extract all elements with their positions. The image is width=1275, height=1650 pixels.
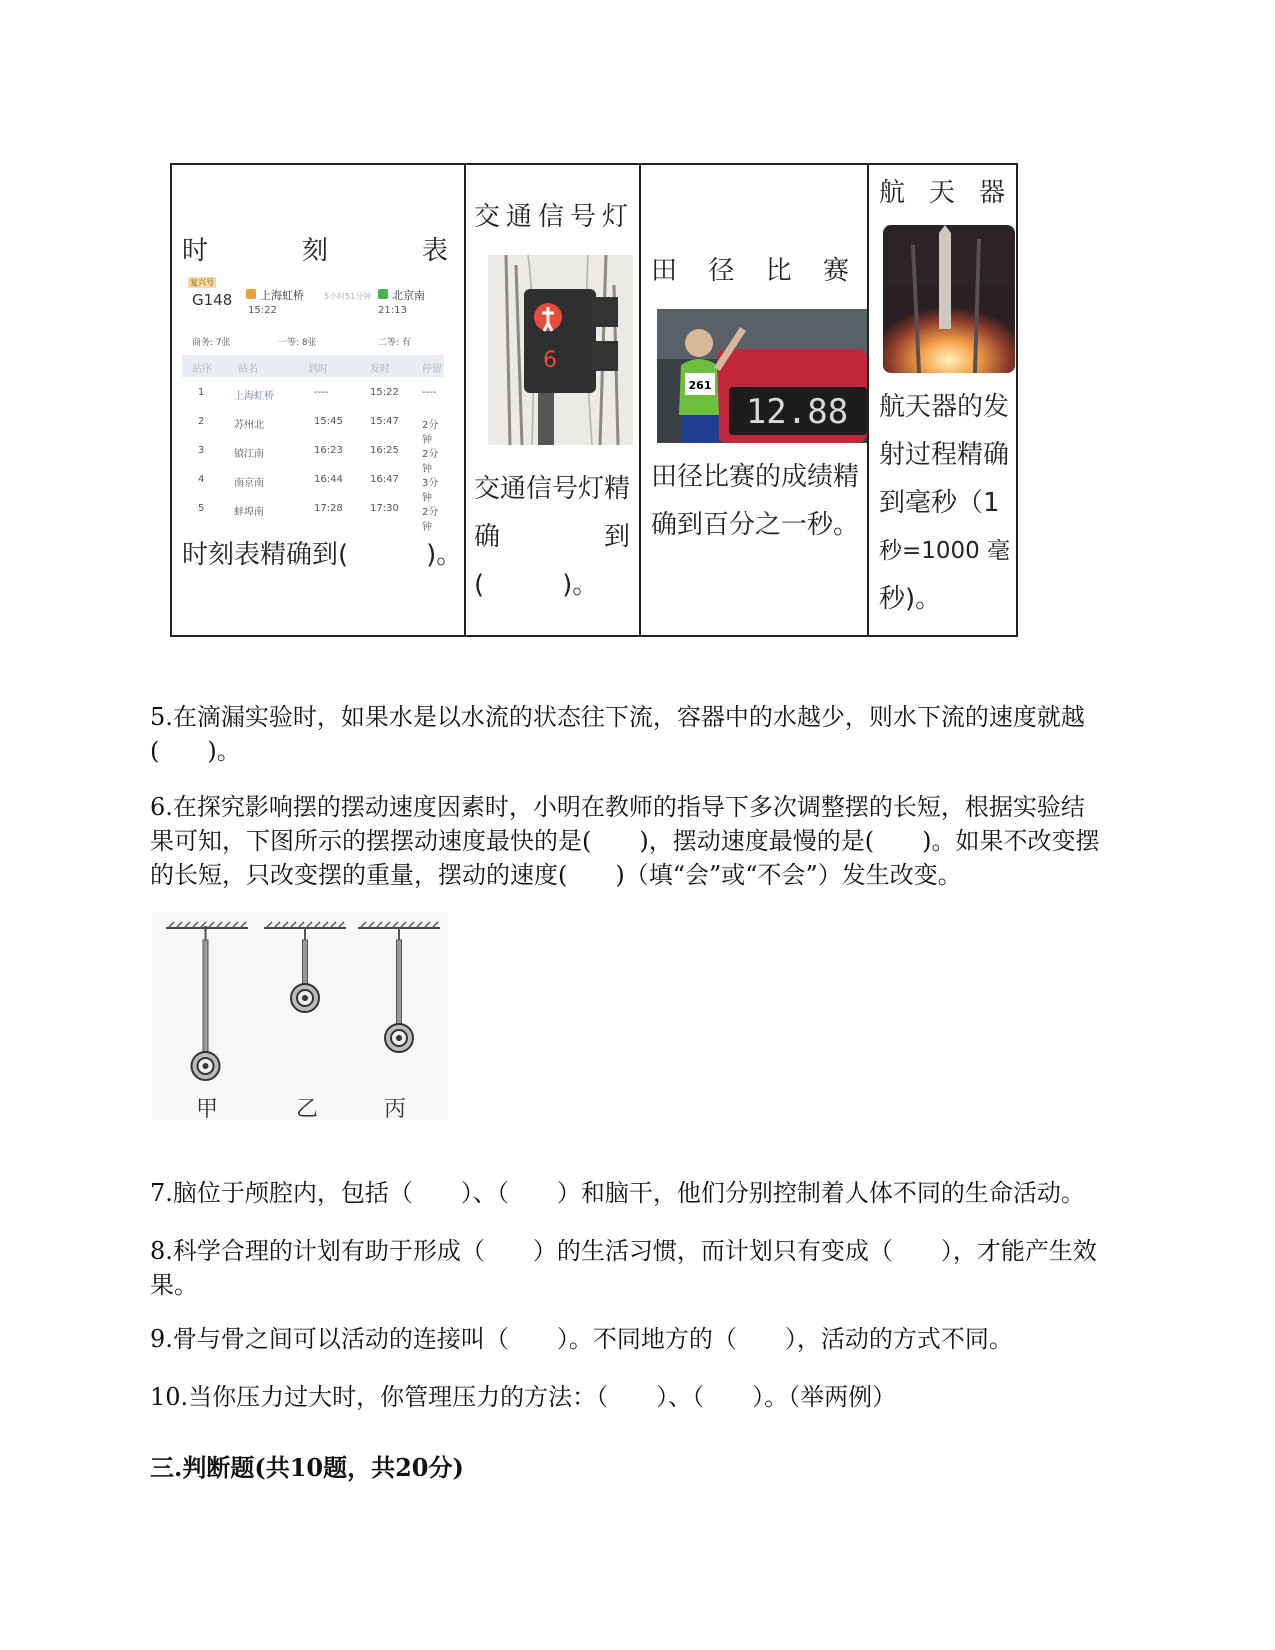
- traffic-light-caption-line3: ( )。: [474, 570, 599, 600]
- track-race-heading: 田 径 比 赛: [651, 256, 849, 286]
- question-10: 10.当你压力过大时，你管理压力的方法：（ ）、（ ）。（举两例）: [150, 1383, 897, 1411]
- track-race-photo: [657, 309, 867, 443]
- track-race-cell: [641, 165, 869, 635]
- table-row: 3 镇江南 16:23 16:25 2分钟: [198, 445, 439, 475]
- timetable-cell: [172, 165, 466, 635]
- rocket-launch-photo: [883, 225, 1015, 373]
- track-race-caption-line2: 确到百分之一秒。: [651, 510, 860, 540]
- timetable-heading: 时 刻 表: [182, 236, 448, 266]
- spacecraft-caption-line2: 射过程精确: [879, 440, 1010, 470]
- pendulum-figure: [152, 912, 448, 1120]
- section-title: 三.判断题(共10题，共20分): [150, 1453, 464, 1482]
- signal-countdown: 6: [543, 348, 557, 373]
- timetable-image: 复兴号 G148 上海虹桥 15:22 5小时51分钟 北京南 21:13 商务: 7张 一等: 8张 二等: 有 站序 站名 到时 发时 停留 1 上海虹桥 ---- 15:22 ---- 2 苏州北 15:45 15:47 2分钟 3 镇江南 16:23 16:25 2分钟 4 南京南 16:44 16:47 3分钟 5 蚌埠南 17:28 17:30 2分钟: [182, 277, 444, 517]
- table-row: 2 苏州北 15:45 15:47 2分钟: [198, 416, 439, 446]
- timetable-header-row: 站序 站名 到时 发时 停留: [192, 364, 442, 375]
- scoreboard-time: 12.88: [745, 392, 849, 432]
- table-row: 4 南京南 16:44 16:47 3分钟: [198, 474, 439, 504]
- traffic-light-caption-line1: 交通信号灯精: [474, 474, 631, 504]
- spacecraft-caption-line4: 秒=1000 毫: [879, 538, 1011, 564]
- spacecraft-heading: 航 天 器: [879, 178, 1005, 208]
- question-8: 8.科学合理的计划有助于形成（ ）的生活习惯，而计划只有变成（ ），才能产生效 果。: [150, 1237, 1097, 1299]
- table-row: 5 蚌埠南 17:28 17:30 2分钟: [198, 503, 439, 533]
- question-7: 7.脑位于颅腔内，包括（ ）、（ ）和脑干，他们分别控制着人体不同的生命活动。: [150, 1179, 1085, 1207]
- question-9: 9.骨与骨之间可以活动的连接叫（ ）。不同地方的（ ），活动的方式不同。: [150, 1325, 1013, 1353]
- question-5: 5.在滴漏实验时，如果水是以水流的状态往下流，容器中的水越少，则水下流的速度就越 ( )。: [150, 703, 1085, 765]
- traffic-light-caption-line2: 确 到: [474, 522, 630, 552]
- track-race-caption-line1: 田径比赛的成绩精: [651, 462, 860, 492]
- timetable-caption: 时刻表精确到( )。: [182, 540, 463, 570]
- traffic-light-heading: 交通信号灯: [474, 202, 635, 232]
- pendulum-label-jia: 甲: [196, 1097, 219, 1122]
- table-row: 1 上海虹桥 ---- 15:22 ----: [198, 387, 437, 402]
- bib-number: 261: [688, 379, 712, 392]
- traffic-light-cell: [466, 165, 641, 635]
- spacecraft-caption-line3: 到毫秒（1: [879, 488, 1000, 518]
- pendulum-label-bing: 丙: [384, 1097, 407, 1122]
- question-6: 6.在探究影响摆的摆动速度因素时，小明在教师的指导下多次调整摆的长短，根据实验结 果可知，下图所示的摆摆动速度最快的是( )，摆动速度最慢的是( )。如果不改变摆 的长短，只改变摆的重量，摆动的速度( )（填“会”或“不会”）发生改变。: [150, 793, 1100, 889]
- pendulum-label-yi: 乙: [296, 1097, 319, 1122]
- spacecraft-caption-line5: 秒)。: [879, 584, 942, 614]
- train-number: G148: [192, 291, 233, 309]
- spacecraft-cell: [869, 165, 1016, 635]
- traffic-light-photo: [488, 255, 633, 445]
- measurement-table: [170, 163, 1018, 637]
- spacecraft-caption-line1: 航天器的发: [879, 392, 1010, 422]
